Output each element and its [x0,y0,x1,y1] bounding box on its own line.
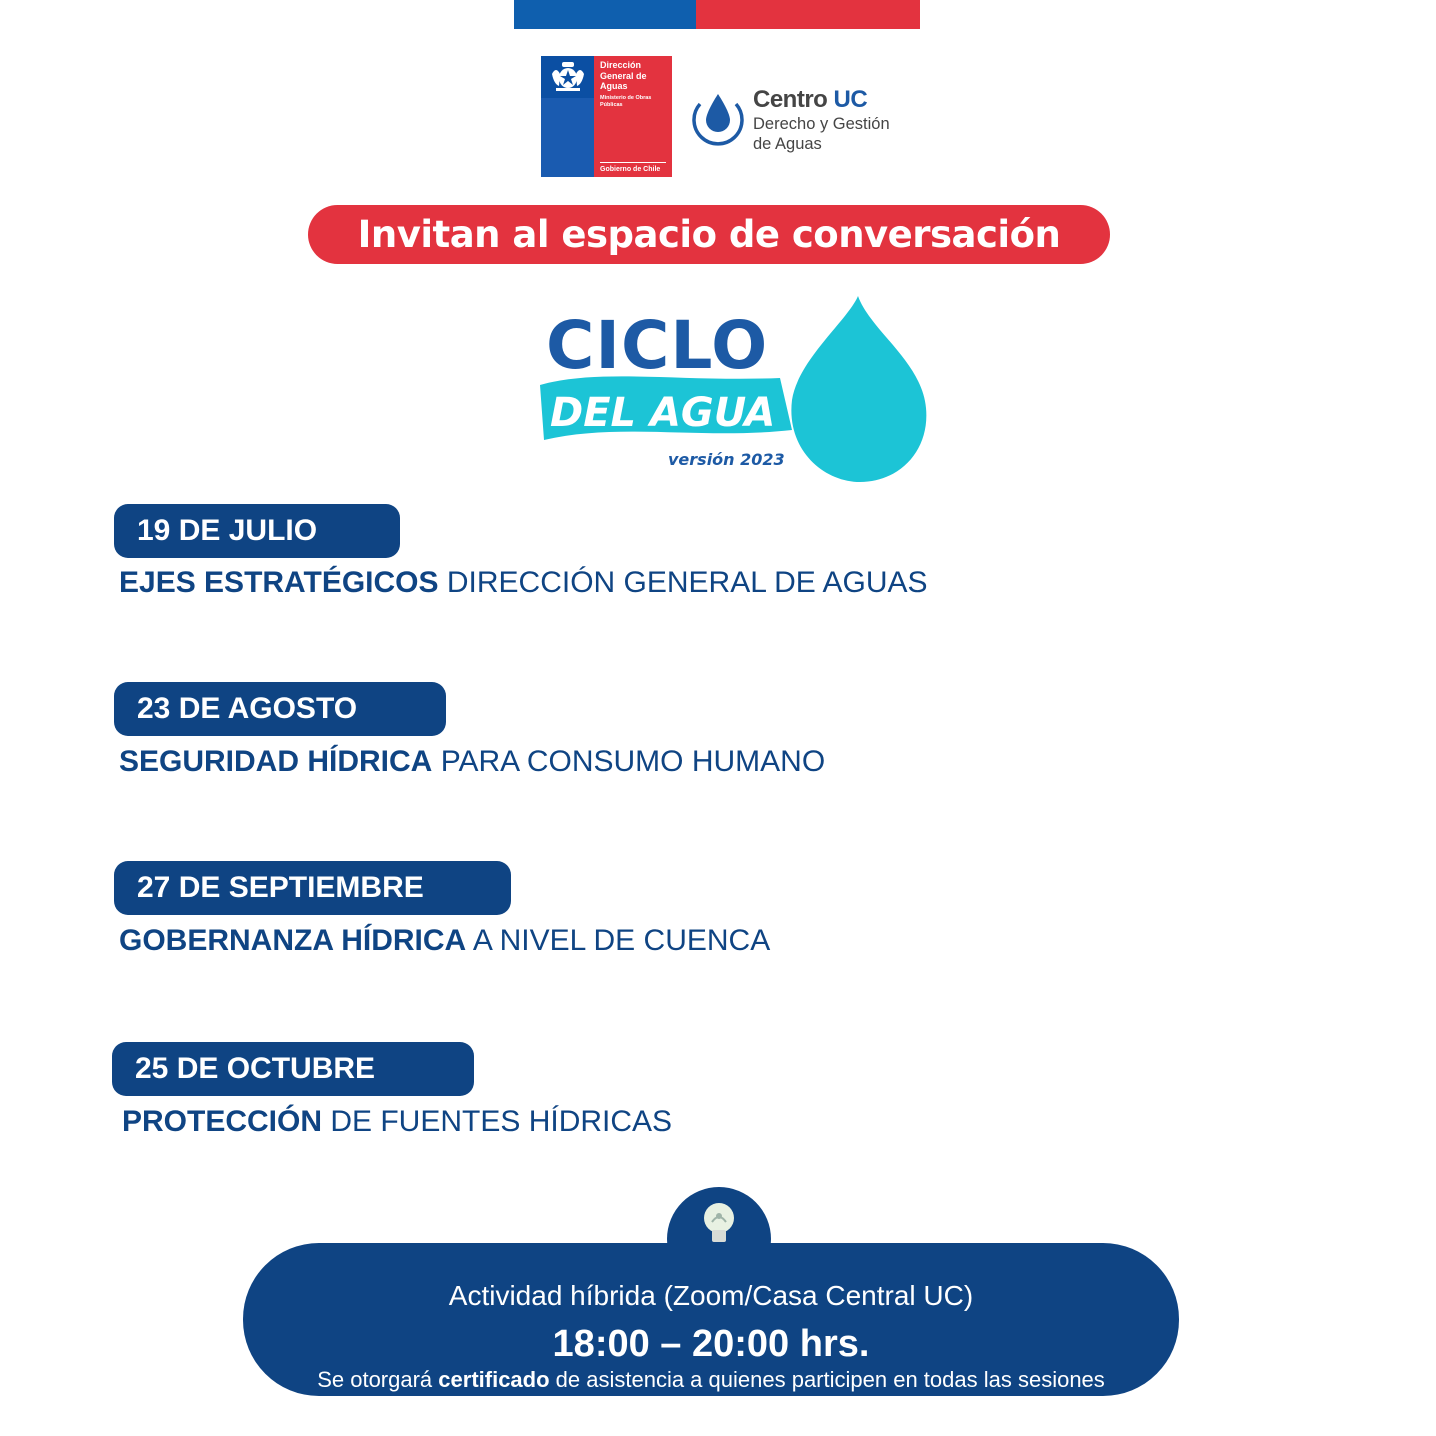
version-text: versión 2023 [668,450,785,469]
invite-banner: Invitan al espacio de conversación [308,205,1110,264]
session-topic [119,924,770,958]
del-agua-word: DEL AGUA [550,390,776,436]
cert-prefix: Se otorgará [317,1367,439,1392]
centro-uc-subtitle-line2: de Aguas [753,135,822,153]
ciclo-word: CICLO [546,307,769,384]
water-drop-icon [791,296,926,482]
centro-uc-subtitle [753,114,890,154]
flag-bar-red [696,0,920,29]
dga-logo-blue-panel [541,56,594,177]
cert-bold: certificado [438,1367,550,1392]
dga-government: Gobierno de Chile [600,166,661,173]
water-drop-circle-icon [690,90,746,154]
session-date-pill: 19 DE JULIO [114,504,400,558]
session-date-pill: 25 DE OCTUBRE [112,1042,474,1096]
flag-bar-blue [514,0,696,29]
centro-uc-title-main: Centro [753,86,828,113]
chile-coat-of-arms-icon [548,60,588,94]
session-topic [119,566,928,600]
dga-ministry: Ministerio de Obras Públicas [600,94,652,108]
session-topic [119,745,825,779]
session-date-pill: 23 DE AGOSTO [114,682,446,736]
dga-logo [541,56,672,177]
session-topic-rest: A NIVEL DE CUENCA [466,924,771,957]
centro-uc-title [753,86,867,114]
dga-name: Dirección General de Aguas [600,60,647,91]
session-topic-bold: PROTECCIÓN [122,1105,323,1138]
centro-uc-title-accent: UC [833,86,868,113]
cert-suffix: de asistencia a quienes participen en todas las sesiones [549,1367,1105,1392]
event-modality: Actividad híbrida (Zoom/Casa Central UC) [448,1280,974,1311]
dga-logo-top [541,56,594,98]
centro-uc-subtitle-line1: Derecho y Gestión [753,115,890,133]
centro-uc-logo [690,86,930,156]
session-topic-rest: DIRECCIÓN GENERAL DE AGUAS [438,566,928,599]
session-topic-bold: EJES ESTRATÉGICOS [119,566,439,599]
session-topic-bold: GOBERNANZA HÍDRICA [119,924,467,957]
session-topic-bold: SEGURIDAD HÍDRICA [119,745,433,778]
session-topic-rest: PARA CONSUMO HUMANO [432,745,826,778]
session-topic-rest: DE FUENTES HÍDRICAS [322,1105,673,1138]
session-date-pill: 27 DE SEPTIEMBRE [114,861,511,915]
ciclo-del-agua-logo [530,290,950,490]
dga-divider [600,162,666,163]
session-topic [122,1105,672,1139]
event-time: 18:00 – 20:00 hrs. [552,1323,870,1365]
event-info-box [243,1243,1179,1396]
flag-bar [514,0,920,29]
dga-logo-red-panel [594,56,672,177]
dga-logo-bottom [541,98,594,177]
event-certificate-note [243,1367,1179,1393]
